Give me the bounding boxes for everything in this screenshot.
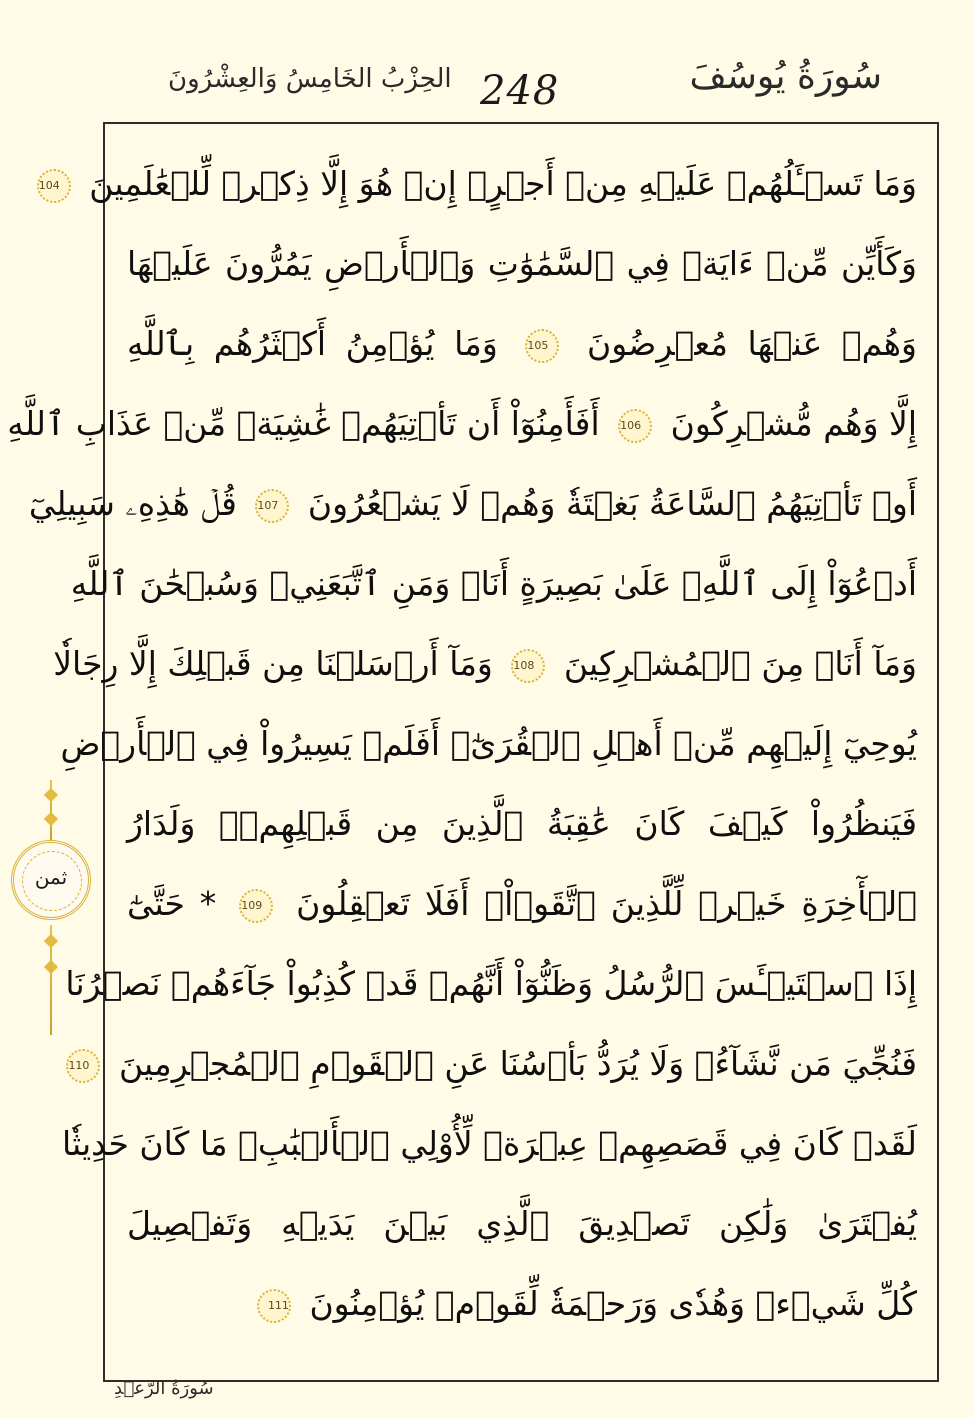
ayah-number-marker: 106 [618,409,652,443]
verse-text: كُلِّ شَيۡءٖ وَهُدٗى وَرَحۡمَةٗ لِّقَوۡمٖ يُؤۡمِنُونَ [309,1284,917,1323]
verse-line [61,1114,917,1174]
thumn-label: ثمن [34,865,68,889]
verse-text: وَمَا يُؤۡمِنُ أَكۡثَرُهُم بِٱللَّهِ [127,324,498,363]
verse-text: أَوۡ تَأۡتِيَهُمُ ٱلسَّاعَةُ بَغۡتَةٗ وَهُمۡ لَا يَشۡعُرُونَ [307,484,917,523]
verse-text: وَكَأَيِّن مِّنۡ ءَايَةٖ فِي ٱلسَّمَٰوَٰتِ وَٱلۡأَرۡضِ يَمُرُّونَ عَلَيۡهَا [127,244,917,283]
verse-line [127,874,917,934]
verse-text: إِذَا ٱسۡتَيۡـَٔسَ ٱلرُّسُلُ وَظَنُّوٓاْ أَنَّهُمۡ قَدۡ كُذِبُواْ جَآءَهُمۡ نَصۡرُنَا [65,964,917,1003]
verse-text: وَهُمۡ عَنۡهَا مُعۡرِضُونَ [587,324,917,363]
verse-line [127,234,917,294]
ayah-number-marker: 111 [257,1289,291,1323]
ornament-stem-bottom [50,925,52,1035]
verse-text: أَفَأَمِنُوٓاْ أَن تَأۡتِيَهُمۡ غَٰشِيَةٞ مِّنۡ عَذَابِ ٱللَّهِ [7,404,600,443]
verse-text: فَيَنظُرُواْ كَيۡفَ كَانَ عَٰقِبَةُ ٱلَّذِينَ مِن قَبۡلِهِمۡۗ وَلَدَارُ [127,804,917,843]
verse-line [127,314,917,374]
verse-text: أَدۡعُوٓاْ إِلَى ٱللَّهِۚ عَلَىٰ بَصِيرَةٍ أَنَا۠ وَمَنِ ٱتَّبَعَنِيۖ وَسُبۡحَٰنَ ٱللَّهِ [70,564,917,603]
verse-line [7,394,917,454]
verse-line [127,1274,917,1334]
surah-title: سُورَةُ يُوسُفَ [689,56,882,97]
ayah-number-marker: 109 [239,889,273,923]
ayah-number-marker: 104 [37,169,71,203]
next-surah-catchword: سُورَةُ الرَّعۡدِ [114,1378,214,1399]
verse-line [38,154,917,214]
page-number: 248 [480,68,560,114]
ayah-number-marker: 110 [66,1049,100,1083]
verse-text: يُوحِيٓ إِلَيۡهِم مِّنۡ أَهۡلِ ٱلۡقُرَىٰٓۗ أَفَلَمۡ يَسِيرُواْ فِي ٱلۡأَرۡضِ [60,724,917,763]
verse-text: وَمَآ أَرۡسَلۡنَا مِن قَبۡلِكَ إِلَّا رِجَالٗا [53,644,493,683]
verse-text: ٱلۡأٓخِرَةِ خَيۡرٞ لِّلَّذِينَ ٱتَّقَوۡاْۚ أَفَلَا تَعۡقِلُونَ [296,884,918,923]
ayah-number-marker: 107 [255,489,289,523]
ornament-diamond-icon [44,812,58,826]
verse-text: فَنُجِّيَ مَن نَّشَآءُۖ وَلَا يُرَدُّ بَأۡسُنَا عَنِ ٱلۡقَوۡمِ ٱلۡمُجۡرِمِينَ [118,1044,917,1083]
verse-line [127,794,917,854]
verse-line [70,554,917,614]
thumn-medallion [11,840,91,920]
verse-line [28,474,917,534]
verse-text: إِلَّا وَهُم مُّشۡرِكُونَ [670,404,917,443]
ornament-diamond-icon [44,788,58,802]
ayah-number-marker: 108 [511,649,545,683]
verse-text: وَمَآ أَنَا۠ مِنَ ٱلۡمُشۡرِكِينَ [563,644,917,683]
verse-line [68,1034,917,1094]
verse-text: * حَتَّىٰٓ [127,884,217,923]
verse-line [65,954,917,1014]
verse-line [53,634,917,694]
verse-text: وَمَا تَسۡـَٔلُهُمۡ عَلَيۡهِ مِنۡ أَجۡرٍۚ إِنۡ هُوَ إِلَّا ذِكۡرٞ لِّلۡعَٰلَمِينَ [89,164,917,203]
verse-line [127,1194,917,1254]
hizb-label: الحِزْبُ الخَامِسُ وَالعِشْرُونَ [168,64,452,94]
ayah-number-marker: 105 [525,329,559,363]
page-header [100,50,952,120]
verse-text: يُفۡتَرَىٰ وَلَٰكِن تَصۡدِيقَ ٱلَّذِي بَيۡنَ يَدَيۡهِ وَتَفۡصِيلَ [127,1204,917,1243]
verse-text: لَقَدۡ كَانَ فِي قَصَصِهِمۡ عِبۡرَةٞ لِّأُوْلِي ٱلۡأَلۡبَٰبِۗ مَا كَانَ حَدِيثٗا [61,1124,917,1163]
verse-text: قُلۡ هَٰذِهِۦ سَبِيلِيٓ [28,484,237,523]
verse-line [60,714,917,774]
